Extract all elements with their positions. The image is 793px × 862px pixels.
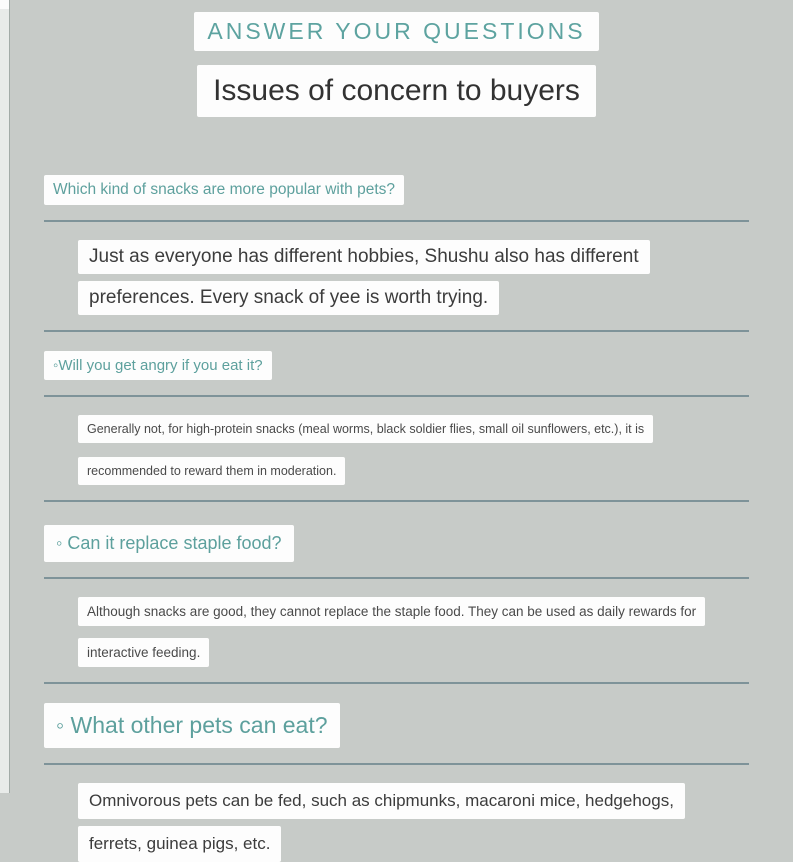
faq-item [44, 351, 749, 502]
faq-question-row [44, 175, 749, 205]
faq-item [44, 525, 749, 684]
faq-answer [44, 415, 749, 485]
faq-answer-line: Omnivorous pets can be fed, such as chipmunks, macaroni mice, hedgehogs, [78, 783, 685, 819]
faq-answer-line: Although snacks are good, they cannot replace the staple food. They can be used as daily rewards for [78, 597, 705, 626]
corner-chip [0, 0, 9, 9]
faq-answer [44, 597, 749, 667]
faq-answer-line: interactive feeding. [78, 638, 209, 667]
faq-question-row [44, 351, 749, 380]
divider [44, 500, 749, 502]
faq-content [44, 0, 749, 862]
divider [44, 763, 749, 765]
faq-answer-line: Generally not, for high-protein snacks (meal worms, black soldier flies, small oil sunflowers, etc.), it is [78, 415, 653, 443]
divider [44, 395, 749, 397]
faq-question-row [44, 525, 749, 562]
page-title-row [44, 65, 749, 117]
faq-answer-line: recommended to reward them in moderation. [78, 457, 345, 485]
faq-question: ◦ Can it replace staple food? [44, 525, 294, 562]
faq-answer-line: Just as everyone has different hobbies, Shushu also has different [78, 240, 650, 274]
faq-answer-line: ferrets, guinea pigs, etc. [78, 826, 281, 862]
left-edge-strip [0, 0, 10, 793]
section-tag-row [44, 12, 749, 51]
divider [44, 330, 749, 332]
page-title: Issues of concern to buyers [197, 65, 596, 117]
divider [44, 220, 749, 222]
faq-question: Which kind of snacks are more popular with pets? [44, 175, 404, 205]
section-tag: ANSWER YOUR QUESTIONS [194, 12, 598, 51]
faq-question: ◦Will you get angry if you eat it? [44, 351, 272, 380]
faq-question: ◦ What other pets can eat? [44, 703, 340, 748]
divider [44, 577, 749, 579]
faq-item [44, 175, 749, 332]
faq-answer-line: preferences. Every snack of yee is worth trying. [78, 281, 499, 315]
faq-answer [44, 240, 749, 315]
divider [44, 682, 749, 684]
faq-item [44, 703, 749, 862]
faq-answer [44, 783, 749, 862]
faq-question-row [44, 703, 749, 748]
